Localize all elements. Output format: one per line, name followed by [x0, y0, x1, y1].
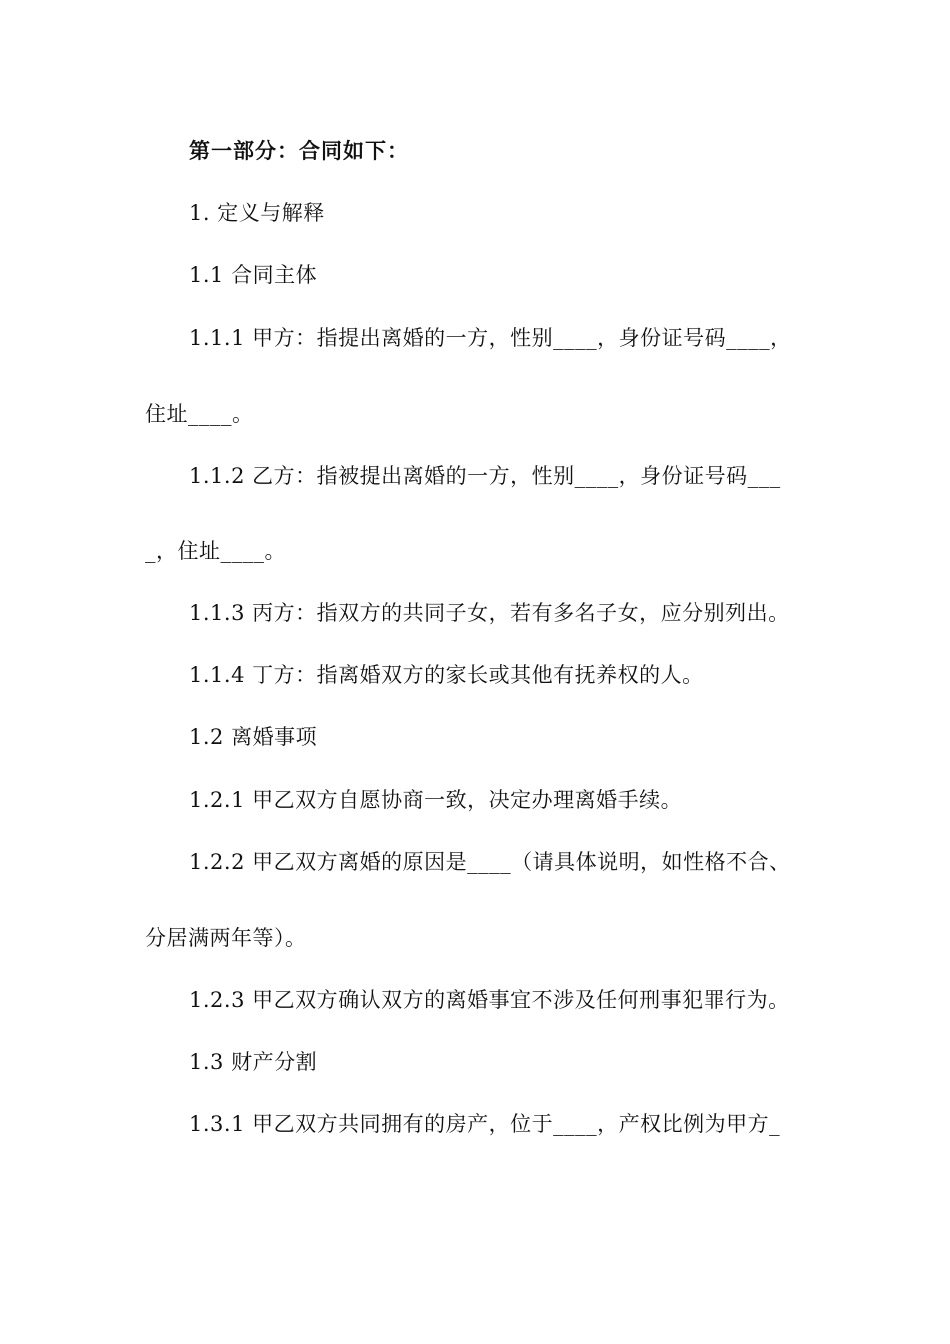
clause-1-2-1: 1.2.1 甲乙双方自愿协商一致，决定办理离婚手续。 [189, 788, 683, 812]
clause-1-2-3: 1.2.3 甲乙双方确认双方的离婚事宜不涉及任何刑事犯罪行为。 [189, 988, 790, 1012]
clause-1-1: 1.1 合同主体 [189, 263, 318, 287]
clause-1-3-1: 1.3.1 甲乙双方共同拥有的房产，位于____，产权比例为甲方_ [189, 1112, 781, 1136]
clause-1-3: 1.3 财产分割 [189, 1050, 318, 1074]
clause-1-2-2-continued: 分居满两年等）。 [145, 926, 307, 950]
clause-1: 1. 定义与解释 [189, 201, 325, 225]
clause-1-1-2-continued: _，住址____。 [145, 539, 286, 563]
clause-1-1-2: 1.1.2 乙方：指被提出离婚的一方，性别____，身份证号码___ [189, 464, 781, 488]
clause-1-2-2: 1.2.2 甲乙双方离婚的原因是____（请具体说明，如性格不合、 [189, 850, 791, 874]
clause-1-1-3: 1.1.3 丙方：指双方的共同子女，若有多名子女，应分别列出。 [189, 601, 790, 625]
section-heading: 第一部分：合同如下： [189, 139, 409, 163]
clause-1-1-4: 1.1.4 丁方：指离婚双方的家长或其他有抚养权的人。 [189, 663, 704, 687]
clause-1-1-1-continued: 住址____。 [145, 402, 254, 426]
clause-1-2: 1.2 离婚事项 [189, 725, 318, 749]
clause-1-1-1: 1.1.1 甲方：指提出离婚的一方，性别____，身份证号码____， [189, 326, 792, 350]
